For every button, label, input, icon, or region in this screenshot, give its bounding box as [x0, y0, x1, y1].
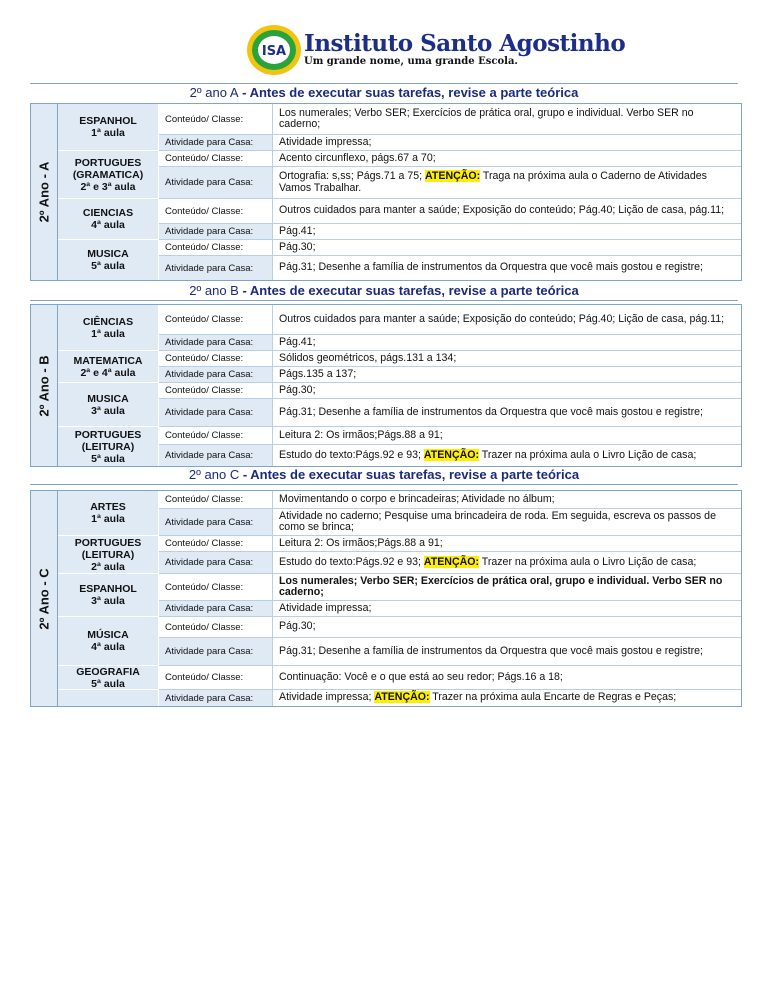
divider-line	[30, 83, 738, 84]
subject-cell	[58, 351, 158, 383]
atividade-text: Ortografia: s,ss; Págs.71 a 75; ATENÇÃO: Traga na próxima aula o Caderno de Atividades Vamos Trabalhar.	[279, 170, 707, 194]
atividade-text: Pág.31; Desenhe a família de instrumentos da Orquestra que você mais gostou e registre;	[279, 644, 703, 657]
subject-cell	[58, 666, 158, 690]
section-title-b: 2º ano B - Antes de executar suas tarefas, revise a parte teórica	[189, 283, 579, 298]
attention-highlight: ATENÇÃO:	[374, 691, 430, 704]
conteudo-row: Conteúdo/ Classe: Los numerales; Verbo SER; Exercícios de prática oral, grupo e individual. Verbo SER no caderno;	[159, 104, 741, 135]
conteudo-row: Conteúdo/ Classe: Pág.30;	[159, 383, 741, 399]
logo-abbr: ISA	[261, 44, 287, 59]
subject-cell	[58, 574, 158, 617]
atividade-text: Pág.31; Desenhe a família de instrumentos da Orquestra que você mais gostou e registre;	[279, 261, 703, 274]
schedule-block-a	[30, 103, 742, 281]
lesson-number: 1ª aula	[91, 513, 125, 525]
subject-name: MUSICA	[87, 248, 129, 260]
subject-cell-empty	[58, 690, 158, 706]
subject-cell	[58, 240, 158, 280]
conteudo-row: Conteúdo/ Classe: Los numerales; Verbo SER; Exercícios de prática oral, grupo e individual. Verbo SER no caderno;	[159, 574, 741, 601]
subject-cell	[58, 151, 158, 199]
conteudo-text: Continuação: Você e o que está ao seu redor; Págs.16 a 18;	[279, 670, 563, 683]
lesson-number: 5ª aula	[91, 452, 125, 465]
class-side-label: 2º Ano - A	[31, 104, 58, 280]
conteudo-row: Conteúdo/ Classe: Outros cuidados para manter a saúde; Exposição do conteúdo; Pág.40; Lição de casa, pág.11;	[159, 305, 741, 335]
subject-name: ARTES	[90, 501, 126, 513]
conteudo-text: Outros cuidados para manter a saúde; Exposição do conteúdo; Pág.40; Lição de casa, pág.11;	[279, 204, 725, 217]
subject-name: PORTUGUES (LEITURA)	[74, 536, 142, 561]
lesson-number: 2ª aula	[91, 560, 125, 573]
conteudo-row: Conteúdo/ Classe: Pág.30;	[159, 240, 741, 256]
class-side-label: 2º Ano - C	[31, 491, 58, 706]
atividade-text: Estudo do texto:Págs.92 e 93; ATENÇÃO: Trazer na próxima aula o Livro Lição de casa;	[279, 555, 697, 568]
conteudo-text: Acento circunflexo, págs.67 a 70;	[279, 151, 436, 164]
atividade-row: Atividade para Casa: Estudo do texto:Págs.92 e 93; ATENÇÃO: Trazer na próxima aula o Livro Lição de casa;	[159, 445, 741, 466]
atividade-text: Estudo do texto:Págs.92 e 93; ATENÇÃO: Trazer na próxima aula o Livro Lição de casa;	[279, 448, 697, 461]
subject-cell	[58, 199, 158, 240]
atividade-row: Atividade para Casa: Atividade impressa;	[159, 601, 741, 617]
atividade-text: Atividade impressa;	[279, 601, 372, 614]
subject-cell	[58, 536, 158, 574]
divider-line	[30, 300, 738, 301]
atividade-row: Atividade para Casa: Estudo do texto:Págs.92 e 93; ATENÇÃO: Trazer na próxima aula o Livro Lição de casa;	[159, 552, 741, 574]
conteudo-row: Conteúdo/ Classe: Pág.30;	[159, 617, 741, 638]
lesson-number: 4ª aula	[91, 219, 125, 231]
subject-cell	[58, 491, 158, 536]
lesson-number: 3ª aula	[91, 404, 125, 417]
divider-line	[30, 484, 738, 485]
attention-highlight: ATENÇÃO:	[425, 170, 481, 182]
conteudo-text: Leitura 2: Os irmãos;Págs.88 a 91;	[279, 536, 443, 549]
conteudo-text: Pág.30;	[279, 383, 316, 396]
subject-cell	[58, 305, 158, 351]
atividade-row: Atividade para Casa: Pág.31; Desenhe a família de instrumentos da Orquestra que você mais gostou e registre;	[159, 256, 741, 280]
subject-name: ESPANHOL	[79, 583, 137, 595]
atividade-row: Atividade para Casa: Atividade no caderno; Pesquise uma brincadeira de roda. Em seguida, escreva os passos de como se brinca;	[159, 509, 741, 536]
conteudo-row: Conteúdo/ Classe: Movimentando o corpo e brincadeiras; Atividade no álbum;	[159, 491, 741, 509]
school-tagline: Um grande nome, uma grande Escola.	[304, 56, 518, 67]
school-header	[246, 22, 626, 78]
attention-highlight: ATENÇÃO:	[423, 448, 480, 461]
atividade-row: Atividade para Casa: Pág.31; Desenhe a família de instrumentos da Orquestra que você mais gostou e registre;	[159, 399, 741, 427]
subject-cell	[58, 427, 158, 466]
section-title-c: 2º ano C - Antes de executar suas tarefas, revise a parte teórica	[188, 467, 580, 482]
subject-name: MATEMATICA	[73, 354, 143, 367]
atividade-text: Pág.31; Desenhe a família de instrumentos da Orquestra que você mais gostou e registre;	[279, 405, 703, 418]
school-logo-icon	[246, 24, 302, 76]
lesson-number: 3ª aula	[91, 595, 125, 607]
atividade-row: Atividade para Casa: Atividade impressa;	[159, 135, 741, 151]
lesson-number: 5ª aula	[91, 677, 125, 690]
conteudo-row: Conteúdo/ Classe: Sólidos geométricos, págs.131 a 134;	[159, 351, 741, 367]
subject-name: MUSICA	[87, 392, 129, 405]
conteudo-text: Pág.30;	[279, 620, 316, 633]
conteudo-text: Los numerales; Verbo SER; Exercícios de prática oral, grupo e individual. Verbo SER no caderno;	[279, 574, 723, 598]
subject-cell	[58, 104, 158, 151]
conteudo-text: Outros cuidados para manter a saúde; Exposição do conteúdo; Pág.40; Lição de casa, pág.11;	[279, 312, 725, 325]
subject-name: GEOGRAFIA	[76, 665, 140, 678]
schedule-block-b	[30, 304, 742, 467]
lesson-number: 2ª e 4ª aula	[80, 366, 136, 379]
atividade-row: Atividade para Casa: Atividade impressa; ATENÇÃO: Trazer na próxima aula Encarte de Regras e Peças;	[159, 690, 741, 706]
lesson-number: 2ª e 3ª aula	[80, 180, 136, 193]
subject-name: PORTUGUES (GRAMATICA)	[72, 156, 144, 181]
atividade-text: Pág.41;	[279, 335, 316, 348]
attention-highlight: ATENÇÃO:	[423, 555, 480, 568]
atividade-text: Pág.41;	[279, 224, 316, 237]
conteudo-text: Sólidos geométricos, págs.131 a 134;	[279, 351, 457, 364]
school-name: Instituto Santo Agostinho	[304, 30, 626, 57]
subject-name: MÚSICA	[87, 629, 129, 641]
conteudo-row: Conteúdo/ Classe: Outros cuidados para manter a saúde; Exposição do conteúdo; Pág.40; Lição de casa, pág.11;	[159, 199, 741, 224]
conteudo-row: Conteúdo/ Classe: Leitura 2: Os irmãos;Págs.88 a 91;	[159, 536, 741, 552]
conteudo-row: Conteúdo/ Classe: Continuação: Você e o que está ao seu redor; Págs.16 a 18;	[159, 666, 741, 690]
subject-name: CIÊNCIAS	[82, 315, 134, 328]
atividade-row: Atividade para Casa: Pág.41;	[159, 335, 741, 351]
atividade-text: Atividade no caderno; Pesquise uma brincadeira de roda. Em seguida, escreva os passos de como se brinca;	[279, 509, 716, 533]
atividade-row: Atividade para Casa: Págs.135 a 137;	[159, 367, 741, 383]
class-side-label: 2º Ano - B	[31, 305, 58, 466]
atividade-row: Atividade para Casa: Ortografia: s,ss; Págs.71 a 75; ATENÇÃO: Traga na próxima aula o Caderno de Atividades Vamos Trabalhar.	[159, 167, 741, 199]
subject-cell	[58, 617, 158, 666]
atividade-text: Págs.135 a 137;	[279, 367, 357, 380]
schedule-block-c	[30, 490, 742, 707]
atividade-row: Atividade para Casa: Pág.31; Desenhe a família de instrumentos da Orquestra que você mais gostou e registre;	[159, 638, 741, 666]
conteudo-text: Leitura 2: Os irmãos;Págs.88 a 91;	[279, 428, 443, 441]
subject-name: ESPANHOL	[79, 115, 137, 127]
atividade-text: Atividade impressa;	[279, 135, 372, 148]
atividade-row: Atividade para Casa: Pág.41;	[159, 224, 741, 240]
lesson-number: 5ª aula	[91, 260, 125, 272]
subject-name: PORTUGUES (LEITURA)	[74, 428, 142, 453]
conteudo-text: Movimentando o corpo e brincadeiras; Atividade no álbum;	[279, 492, 555, 505]
conteudo-row: Conteúdo/ Classe: Acento circunflexo, págs.67 a 70;	[159, 151, 741, 167]
conteudo-text: Pág.30;	[279, 240, 316, 253]
subject-cell	[58, 383, 158, 427]
conteudo-text: Los numerales; Verbo SER; Exercícios de prática oral, grupo e individual. Verbo SER no caderno;	[279, 106, 694, 130]
subject-name: CIENCIAS	[82, 207, 134, 219]
section-title-a: 2º ano A - Antes de executar suas tarefas, revise a parte teórica	[189, 85, 579, 100]
lesson-number: 1ª aula	[91, 127, 125, 139]
lesson-number: 4ª aula	[91, 641, 125, 653]
conteudo-row: Conteúdo/ Classe: Leitura 2: Os irmãos;Págs.88 a 91;	[159, 427, 741, 445]
atividade-text: Atividade impressa; ATENÇÃO: Trazer na próxima aula Encarte de Regras e Peças;	[279, 691, 677, 704]
lesson-number: 1ª aula	[91, 327, 125, 340]
